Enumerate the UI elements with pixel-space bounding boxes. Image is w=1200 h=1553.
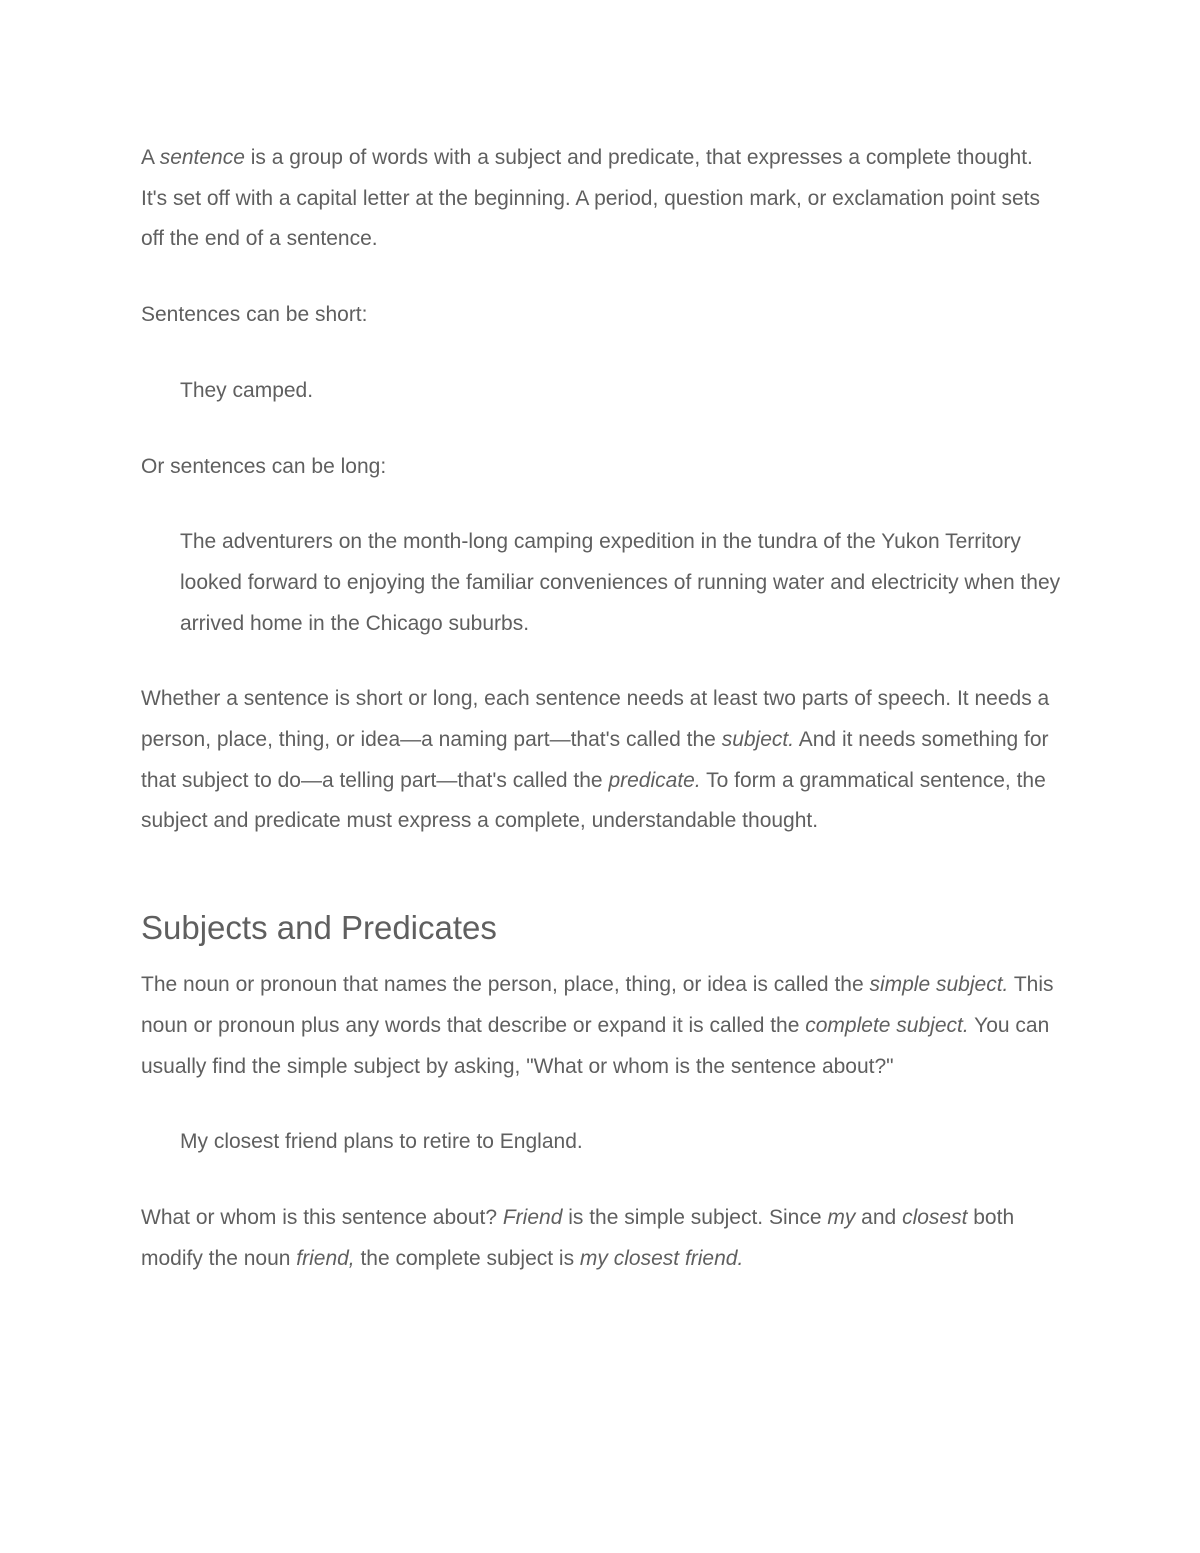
term-simple-subject: simple subject.: [869, 973, 1009, 997]
document-page: [141, 138, 1061, 1279]
term-sentence: sentence: [159, 146, 245, 169]
term-friend-noun: friend,: [296, 1246, 355, 1270]
simple-subject-paragraph: The noun or pronoun that names the person, place, thing, or idea is called the simple subject. This noun or pronoun plus any words that describe or expand it is called the complete subject. You can usually find the simple subject by asking, "What or whom is the sentence about?": [141, 973, 1054, 1078]
term-subject: subject.: [721, 728, 795, 752]
short-sentences-paragraph: Sentences can be short:: [141, 303, 368, 327]
example-long-sentence: The adventurers on the month-long camping expedition in the tundra of the Yukon Territory looked forward to enjoying the familiar conveniences of running water and electricity when they arrived home in the Chicago suburbs.: [180, 530, 1061, 635]
intro-paragraph: A sentence is a group of words with a subject and predicate, that expresses a complete thought. It's set off with a capital letter at the beginning. A period, question mark, or exclamation point sets off the end of a sentence.: [141, 146, 1040, 251]
term-my: my: [827, 1205, 856, 1229]
term-complete-subject: complete subject.: [805, 1013, 969, 1037]
term-my-closest-friend: my closest friend.: [579, 1246, 744, 1270]
section-heading: Subjects and Predicates: [141, 909, 497, 947]
term-closest: closest: [902, 1205, 968, 1229]
explanation-paragraph: What or whom is this sentence about? Friend is the simple subject. Since my and closest both modify the noun friend, the complete subject is my closest friend.: [141, 1205, 1015, 1270]
term-predicate: predicate.: [608, 768, 701, 792]
term-friend: Friend: [502, 1205, 563, 1229]
example-subject-sentence: My closest friend plans to retire to England.: [180, 1130, 583, 1154]
example-short-sentence: They camped.: [180, 378, 314, 402]
parts-of-speech-paragraph: Whether a sentence is short or long, each sentence needs at least two parts of speech. It needs a person, place, thing, or idea—a naming part—that's called the subject. And it needs something for that subject to do—a telling part—that's called the predicate. To form a grammatical sentence, the subject and predicate must express a complete, understandable thought.: [141, 687, 1050, 833]
long-sentences-paragraph: Or sentences can be long:: [141, 454, 387, 478]
